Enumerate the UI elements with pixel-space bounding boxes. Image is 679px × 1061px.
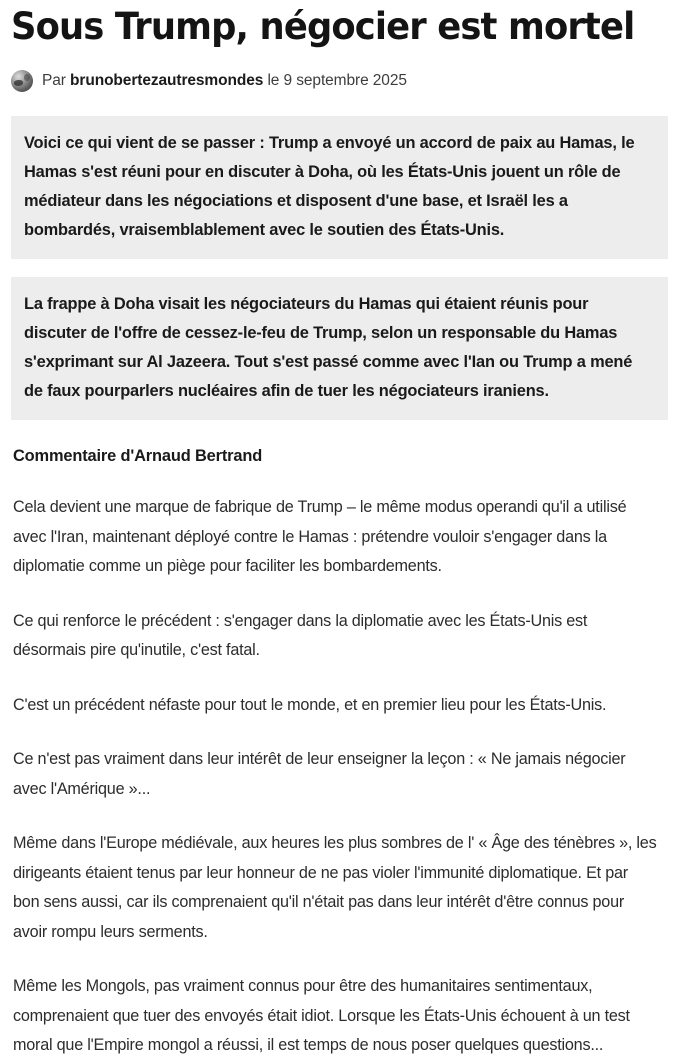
body-paragraph-3: C'est un précédent néfaste pour tout le monde, et en premier lieu pour les États-Unis. bbox=[13, 695, 607, 714]
byline-prefix: Par bbox=[42, 72, 71, 89]
commentary-heading: Commentaire d'Arnaud Bertrand bbox=[13, 447, 263, 465]
quote-block-2: La frappe à Doha visait les négociateurs du Hamas qui étaient réunis pour discuter de l'offre de cessez-le-feu de Trump, selon un responsable du Hamas s'exprimant sur Al Jazeera. Tout s'est passé comme avec l'Ian ou Trump a mené de faux pourparlers nucléaires afin de tuer les négociateurs iraniens. bbox=[11, 277, 668, 420]
byline-date: le 9 septembre 2025 bbox=[263, 72, 407, 89]
body-paragraph-5: Même dans l'Europe médiévale, aux heures les plus sombres de l' « Âge des ténèbres », les dirigeants étaient tenus par leur honneur de ne pas violer l'immunité diplomatique. Et par bon sens aussi, car ils comprenaient qu'il n'était pas dans leur intérêt d'être connus pour avoir rompu leurs serments. bbox=[13, 834, 657, 941]
byline-author-link[interactable]: brunobertezautresmondes bbox=[70, 72, 264, 89]
body-paragraph-6: Même les Mongols, pas vraiment connus pour être des humanitaires sentimentaux, comprenaient que tuer des envoyés était idiot. Lorsque les États-Unis échouent à un test moral que l'Empire mongol a réussi, il est temps de nous poser quelques questions... bbox=[13, 977, 630, 1054]
body-paragraph-1: Cela devient une marque de fabrique de Trump – le même modus operandi qu'il a utilisé avec l'Iran, maintenant déployé contre le Hamas : prétendre vouloir s'engager dans la diplomatie comme un piège pour faciliter les bombardements. bbox=[13, 498, 627, 575]
quote-block-1: Voici ce qui vient de se passer : Trump a envoyé un accord de paix au Hamas, le Hamas s'est réuni pour en discuter à Doha, où les États-Unis jouent un rôle de médiateur dans les négociations et disposent d'une base, et Israël les a bombardés, vraisemblablement avec le soutien des États-Unis. bbox=[11, 116, 668, 259]
body-paragraph-4: Ce n'est pas vraiment dans leur intérêt de leur enseigner la leçon : « Ne jamais négocier avec l'Amérique »... bbox=[13, 750, 626, 798]
byline-text bbox=[42, 71, 407, 91]
page-title: Sous Trump, négocier est mortel bbox=[11, 5, 635, 48]
byline bbox=[11, 70, 668, 92]
body-paragraph-2: Ce qui renforce le précédent : s'engager dans la diplomatie avec les États-Unis est désormais pire qu'inutile, c'est fatal. bbox=[13, 611, 588, 659]
globe-avatar-icon bbox=[11, 70, 33, 92]
